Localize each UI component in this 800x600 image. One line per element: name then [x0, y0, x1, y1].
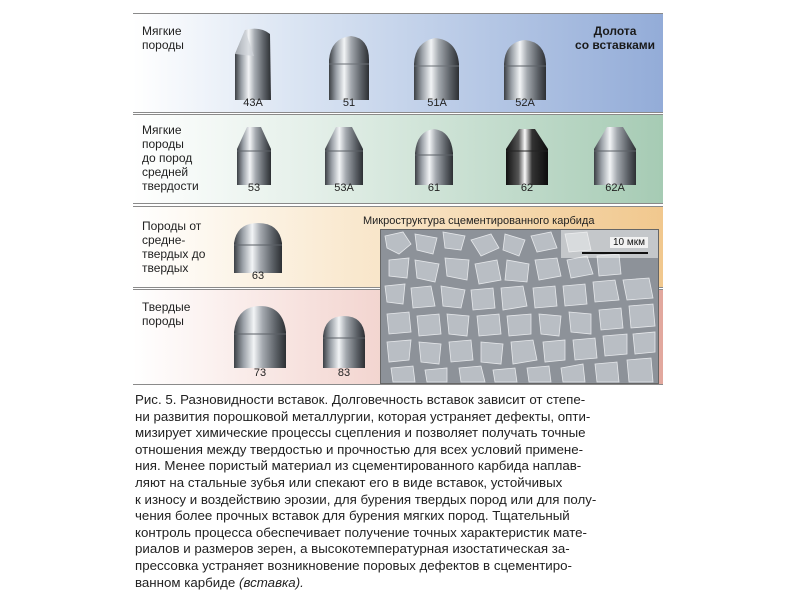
insert-code: 62А	[605, 182, 625, 194]
insert-51-image	[325, 34, 373, 100]
microstructure-image	[380, 229, 659, 384]
insert-73-image	[229, 304, 291, 368]
scale-label: 10 мкм	[610, 237, 648, 248]
insert-52a-image	[499, 36, 551, 100]
insert-53-image	[233, 123, 275, 185]
caption-line: ния. Менее пористый материал из сцементированного карбида наплав-	[135, 458, 582, 474]
caption-line: Рис. 5. Разновидности вставок. Долговечность вставок зависит от степе-	[135, 392, 586, 407]
insert-code: 43А	[243, 97, 263, 109]
insert-code: 53А	[334, 182, 354, 194]
insert-62a-image	[589, 123, 641, 185]
insert-code: 53	[247, 182, 261, 194]
band-label: Мягкие породы до пород средней твердости	[142, 123, 199, 193]
caption-line: риалов и размеров зерен, а высокотемпературная изостатическая за-	[135, 541, 570, 557]
insert-code: 83	[337, 367, 351, 379]
figure-title: Долота со вставками	[575, 24, 655, 52]
insert-figure	[133, 13, 663, 383]
insert-61-image	[411, 127, 457, 185]
caption-line: контроль процесса обеспечивает получение точных характеристик мате-	[135, 524, 587, 540]
band-label: Мягкие породы	[142, 24, 184, 52]
insert-code: 51А	[427, 97, 447, 109]
caption-line-last	[135, 575, 665, 592]
caption-text: ванном карбиде	[135, 574, 236, 590]
insert-code: 62	[520, 182, 534, 194]
insert-code: 63	[251, 270, 265, 282]
caption-line: чения более прочных вставок для бурения мягких пород. Тщательный	[135, 508, 570, 524]
caption-line: к износу и воздействию эрозии, для бурения твердых пород или для полу-	[135, 491, 597, 507]
insert-53a-image	[321, 123, 367, 185]
caption-italic-tail: (вставка).	[239, 574, 304, 590]
band-soft-rocks	[133, 13, 663, 113]
band-label: Твердые породы	[142, 300, 191, 328]
insert-83-image	[319, 314, 369, 368]
insert-43a-image	[230, 26, 276, 100]
caption-line: прессовка устраняет возникновение поровых дефектов в сцементиро-	[135, 557, 572, 573]
caption-line: мизирует химические процессы сцепления и позволяет получать точные	[135, 425, 586, 441]
insert-code: 51	[342, 97, 356, 109]
microstructure-title: Микроструктура сцементированного карбида	[363, 215, 595, 227]
insert-63-image	[229, 221, 287, 273]
figure-caption	[135, 392, 665, 591]
insert-code: 61	[427, 182, 441, 194]
caption-line: ни развития порошковой металлургии, которая устраняет дефекты, опти-	[135, 408, 591, 424]
caption-line: ляют на стальные зубья или спекают его в виде вставок, устойчивых	[135, 474, 563, 490]
scale-bar	[582, 252, 648, 254]
insert-code: 73	[253, 367, 267, 379]
band-soft-to-medium	[133, 114, 663, 204]
insert-62-image	[501, 125, 553, 185]
insert-code: 52А	[515, 97, 535, 109]
band-label: Породы от средне- твердых до твердых	[142, 219, 206, 275]
insert-51a-image	[409, 34, 465, 100]
caption-line: отношения между твердостью и прочностью для всех условий примене-	[135, 441, 584, 457]
